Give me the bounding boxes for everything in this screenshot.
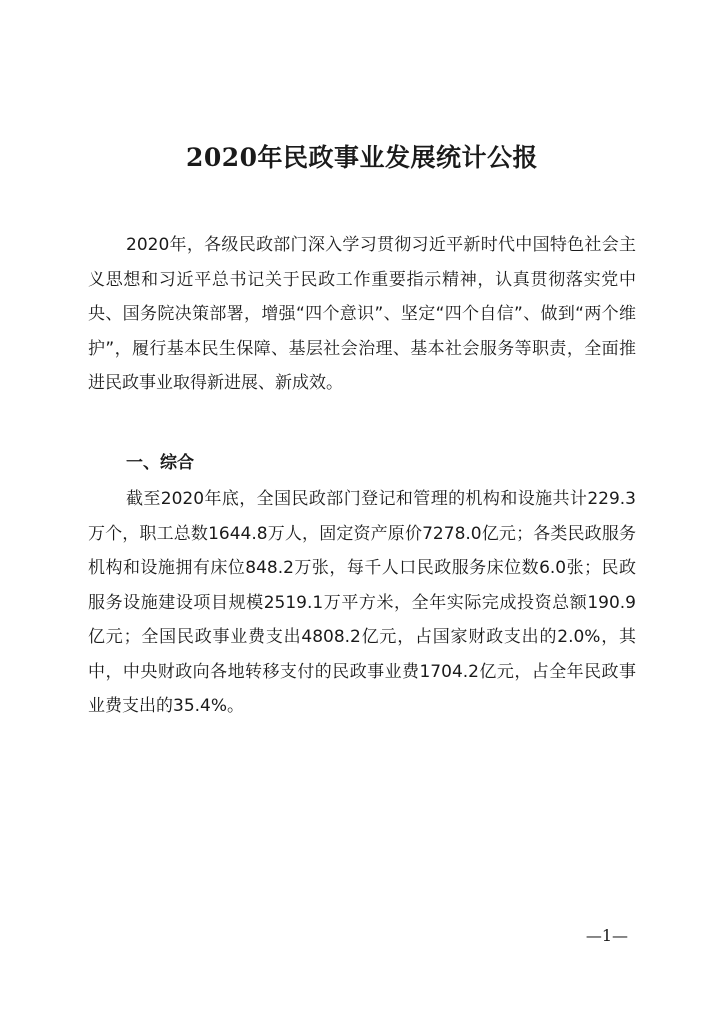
- document-title: 2020年民政事业发展统计公报: [185, 143, 539, 172]
- section-paragraph: 截至2020年底，全国民政部门登记和管理的机构和设施共计229.3万个，职工总数1644.8万人，固定资产原价7278.0亿元；各类民政服务机构和设施拥有床位848.2万张，每千人口民政服务床位数6.0张；民政服务设施建设项目规模2519.1万平方米，全年实际完成投资总额190.9亿元；全国民政事业费支出4808.2亿元，占国家财政支出的2.0%，其中，中央财政向各地转移支付的民政事业费1704.2亿元，占全年民政事业费支出的35.4%。: [88, 489, 636, 716]
- section-heading: 一、综合: [126, 453, 194, 473]
- page-number: —1—: [585, 926, 628, 945]
- intro-paragraph: 2020年，各级民政部门深入学习贯彻习近平新时代中国特色社会主义思想和习近平总书记关于民政工作重要指示精神，认真贯彻落实党中央、国务院决策部署，增强“四个意识”、坚定“四个自信”、做到“两个维护”，履行基本民生保障、基层社会治理、基本社会服务等职责，全面推进民政事业取得新进展、新成效。: [88, 235, 636, 393]
